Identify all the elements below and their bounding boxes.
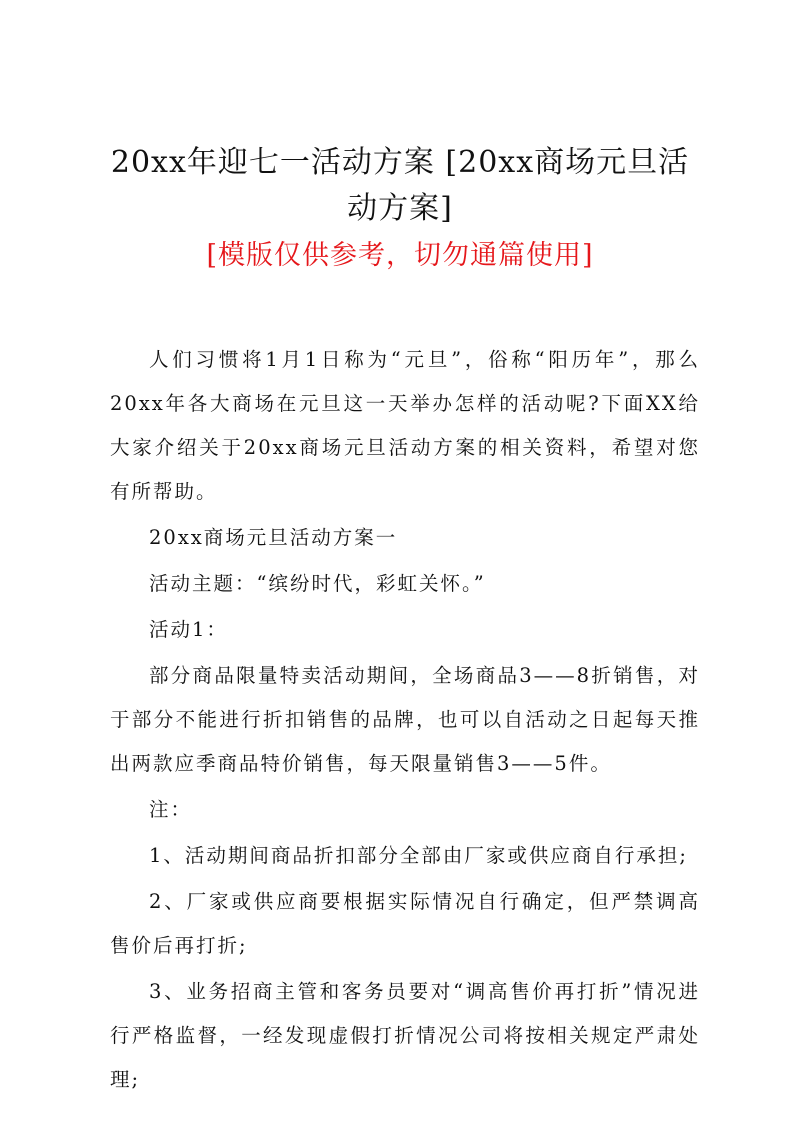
template-notice: [模版仅供参考，切勿通篇使用] — [206, 240, 594, 271]
activity-1-heading: 活动1： — [149, 618, 228, 641]
note-item-1: 1、活动期间商品折扣部分全部由厂家或供应商自行承担; — [149, 844, 688, 867]
document-title: 20xx年迎七一活动方案 [20xx商场元旦活动方案] — [110, 145, 690, 226]
note-item-2: 2、厂家或供应商要根据实际情况自行确定，但严禁调高售价后再打折; — [110, 890, 700, 957]
note-item-3: 3、业务招商主管和客务员要对“调高售价再打折”情况进行严格监督，一经发现虚假打折情况公司将按相关规定严肃处理; — [110, 980, 700, 1091]
activity-theme: 活动主题：“缤纷时代，彩虹关怀。” — [149, 572, 486, 595]
intro-paragraph: 人们习惯将1月1日称为“元旦”，俗称“阳历年”，那么20xx年各大商场在元旦这一天举办怎样的活动呢?下面XX给大家介绍关于20xx商场元旦活动方案的相关资料，希望对您有所帮助。 — [110, 348, 700, 503]
note-heading: 注： — [149, 798, 193, 821]
activity-1-paragraph: 部分商品限量特卖活动期间，全场商品3——8折销售，对于部分不能进行折扣销售的品牌，也可以自活动之日起每天推出两款应季商品特价销售，每天限量销售3——5件。 — [110, 664, 700, 775]
section-heading: 20xx商场元旦活动方案一 — [149, 526, 398, 549]
document-body — [110, 338, 700, 1104]
